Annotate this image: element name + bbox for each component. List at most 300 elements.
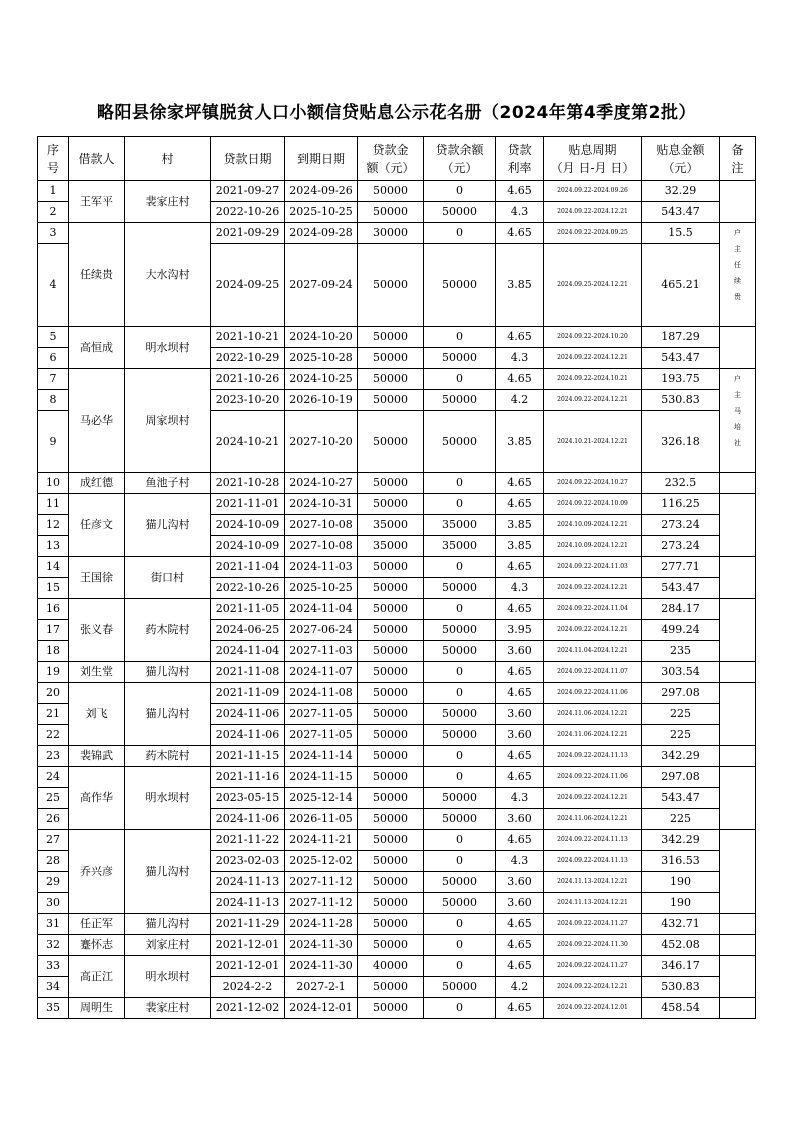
- cell-balance: 50000: [424, 390, 496, 411]
- table-row: [38, 369, 756, 390]
- cell-rate: 4.65: [496, 557, 544, 578]
- cell-period: 2024.09.22-2024.09.25: [544, 223, 642, 244]
- cell-amount: 50000: [358, 998, 424, 1019]
- cell-no: 17: [38, 620, 69, 641]
- cell-amount: 50000: [358, 746, 424, 767]
- cell-rate: 3.85: [496, 536, 544, 557]
- cell-subsidy: 235: [642, 641, 720, 662]
- cell-borrower: 周明生: [69, 998, 125, 1019]
- cell-due-date: 2024-11-07: [285, 662, 358, 683]
- cell-remark: [720, 223, 756, 327]
- cell-due-date: 2024-11-21: [285, 830, 358, 851]
- cell-period: 2024.09.22-2024.11.13: [544, 746, 642, 767]
- cell-balance: 0: [424, 327, 496, 348]
- cell-no: 9: [38, 411, 69, 473]
- cell-subsidy: 32.29: [642, 181, 720, 202]
- cell-balance: 50000: [424, 872, 496, 893]
- cell-village: 猫儿沟村: [125, 683, 211, 746]
- cell-no: 21: [38, 704, 69, 725]
- cell-due-date: 2024-12-01: [285, 998, 358, 1019]
- cell-period: 2024.09.22-2024.12.21: [544, 390, 642, 411]
- cell-balance: 0: [424, 935, 496, 956]
- cell-subsidy: 342.29: [642, 746, 720, 767]
- table-row: [38, 599, 756, 620]
- remark-char: 户: [734, 375, 741, 383]
- cell-village: 鱼池子村: [125, 473, 211, 494]
- table-row: [38, 494, 756, 515]
- table-row: [38, 662, 756, 683]
- header-subsidy: 贴息金额 （元）: [642, 137, 720, 181]
- subsidy-table: [37, 136, 756, 1019]
- cell-village: 裴家庄村: [125, 998, 211, 1019]
- cell-subsidy: 225: [642, 725, 720, 746]
- cell-subsidy: 273.24: [642, 515, 720, 536]
- cell-balance: 35000: [424, 536, 496, 557]
- cell-rate: 4.65: [496, 998, 544, 1019]
- cell-balance: 50000: [424, 725, 496, 746]
- remark-char: 马: [734, 407, 741, 415]
- cell-loan-date: 2024-11-13: [211, 872, 285, 893]
- cell-loan-date: 2021-09-29: [211, 223, 285, 244]
- cell-due-date: 2024-09-26: [285, 181, 358, 202]
- remark-char: 任: [734, 261, 741, 269]
- cell-subsidy: 452.08: [642, 935, 720, 956]
- cell-subsidy: 326.18: [642, 411, 720, 473]
- cell-village: 明水坝村: [125, 767, 211, 830]
- cell-period: 2024.09.22-2024.11.07: [544, 662, 642, 683]
- cell-rate: 4.3: [496, 578, 544, 599]
- cell-rate: 4.65: [496, 181, 544, 202]
- table-row: [38, 557, 756, 578]
- cell-village: 街口村: [125, 557, 211, 599]
- cell-no: 14: [38, 557, 69, 578]
- cell-subsidy: 316.53: [642, 851, 720, 872]
- cell-period: 2024.09.22-2024.10.27: [544, 473, 642, 494]
- cell-period: 2024.09.22-2024.12.21: [544, 977, 642, 998]
- cell-amount: 50000: [358, 327, 424, 348]
- table-row: [38, 181, 756, 202]
- table-row: [38, 767, 756, 788]
- cell-loan-date: 2021-12-01: [211, 956, 285, 977]
- cell-subsidy: 543.47: [642, 578, 720, 599]
- cell-rate: 3.85: [496, 515, 544, 536]
- cell-period: 2024.11.06-2024.12.21: [544, 725, 642, 746]
- cell-amount: 50000: [358, 202, 424, 223]
- cell-remark: [720, 830, 756, 914]
- header-village: 村: [125, 137, 211, 181]
- cell-rate: 4.65: [496, 494, 544, 515]
- cell-due-date: 2024-10-31: [285, 494, 358, 515]
- cell-period: 2024.09.22-2024.12.21: [544, 348, 642, 369]
- header-balance: 贷款余额 （元）: [424, 137, 496, 181]
- cell-amount: 50000: [358, 935, 424, 956]
- cell-amount: 50000: [358, 893, 424, 914]
- cell-remark: [720, 557, 756, 599]
- remark-char: 户: [734, 229, 741, 237]
- cell-loan-date: 2024-11-13: [211, 893, 285, 914]
- cell-no: 16: [38, 599, 69, 620]
- cell-rate: 4.2: [496, 390, 544, 411]
- cell-due-date: 2024-11-04: [285, 599, 358, 620]
- cell-rate: 4.3: [496, 202, 544, 223]
- cell-period: 2024.09.22-2024.10.09: [544, 494, 642, 515]
- cell-village: 药木院村: [125, 599, 211, 662]
- cell-due-date: 2025-12-14: [285, 788, 358, 809]
- remark-char: 主: [734, 245, 741, 253]
- table-row: [38, 327, 756, 348]
- cell-village: 猫儿沟村: [125, 494, 211, 557]
- cell-loan-date: 2024-2-2: [211, 977, 285, 998]
- cell-amount: 50000: [358, 557, 424, 578]
- cell-due-date: 2026-11-05: [285, 809, 358, 830]
- cell-rate: 3.60: [496, 704, 544, 725]
- cell-balance: 50000: [424, 202, 496, 223]
- cell-loan-date: 2024-06-25: [211, 620, 285, 641]
- cell-period: 2024.09.22-2024.11.27: [544, 956, 642, 977]
- cell-loan-date: 2021-11-05: [211, 599, 285, 620]
- cell-rate: 3.85: [496, 411, 544, 473]
- cell-balance: 0: [424, 851, 496, 872]
- cell-rate: 4.3: [496, 788, 544, 809]
- header-loan-date: 贷款日期: [211, 137, 285, 181]
- cell-no: 19: [38, 662, 69, 683]
- table-row: [38, 830, 756, 851]
- cell-borrower: 蹇怀志: [69, 935, 125, 956]
- cell-due-date: 2024-10-27: [285, 473, 358, 494]
- cell-amount: 50000: [358, 830, 424, 851]
- cell-period: 2024.09.22-2024.12.21: [544, 788, 642, 809]
- cell-balance: 0: [424, 746, 496, 767]
- cell-loan-date: 2021-10-26: [211, 369, 285, 390]
- remark-char: 主: [734, 391, 741, 399]
- cell-amount: 40000: [358, 956, 424, 977]
- cell-amount: 50000: [358, 872, 424, 893]
- cell-balance: 50000: [424, 788, 496, 809]
- cell-borrower: 任正军: [69, 914, 125, 935]
- cell-rate: 4.65: [496, 914, 544, 935]
- cell-balance: 0: [424, 473, 496, 494]
- cell-due-date: 2027-11-12: [285, 893, 358, 914]
- cell-no: 29: [38, 872, 69, 893]
- cell-period: 2024.09.22-2024.11.30: [544, 935, 642, 956]
- cell-loan-date: 2021-11-04: [211, 557, 285, 578]
- cell-loan-date: 2021-11-01: [211, 494, 285, 515]
- cell-balance: 50000: [424, 348, 496, 369]
- cell-amount: 50000: [358, 411, 424, 473]
- header-borrower: 借款人: [69, 137, 125, 181]
- cell-period: 2024.09.22-2024.12.21: [544, 578, 642, 599]
- cell-period: 2024.09.22-2024.11.06: [544, 767, 642, 788]
- cell-period: 2024.09.22-2024.09.26: [544, 181, 642, 202]
- cell-loan-date: 2024-11-06: [211, 725, 285, 746]
- cell-borrower: 王国徐: [69, 557, 125, 599]
- cell-rate: 4.3: [496, 348, 544, 369]
- cell-period: 2024.10.09-2024.12.21: [544, 536, 642, 557]
- remark-char: 贵: [734, 293, 741, 301]
- cell-borrower: 刘生堂: [69, 662, 125, 683]
- cell-subsidy: 530.83: [642, 977, 720, 998]
- header-due-date: 到期日期: [285, 137, 358, 181]
- cell-due-date: 2024-10-25: [285, 369, 358, 390]
- cell-loan-date: 2021-11-16: [211, 767, 285, 788]
- cell-rate: 3.60: [496, 725, 544, 746]
- cell-no: 1: [38, 181, 69, 202]
- cell-borrower: 成红德: [69, 473, 125, 494]
- cell-amount: 50000: [358, 244, 424, 327]
- cell-no: 2: [38, 202, 69, 223]
- cell-amount: 50000: [358, 662, 424, 683]
- cell-borrower: 王军平: [69, 181, 125, 223]
- cell-rate: 4.65: [496, 599, 544, 620]
- cell-due-date: 2024-11-08: [285, 683, 358, 704]
- cell-amount: 50000: [358, 641, 424, 662]
- cell-due-date: 2027-11-03: [285, 641, 358, 662]
- cell-period: 2024.09.22-2024.11.13: [544, 851, 642, 872]
- remark-char: 社: [734, 439, 741, 447]
- cell-due-date: 2026-10-19: [285, 390, 358, 411]
- cell-remark: [720, 956, 756, 998]
- cell-due-date: 2024-11-03: [285, 557, 358, 578]
- cell-period: 2024.11.06-2024.12.21: [544, 809, 642, 830]
- cell-no: 12: [38, 515, 69, 536]
- cell-due-date: 2025-10-25: [285, 202, 358, 223]
- cell-subsidy: 342.29: [642, 830, 720, 851]
- cell-amount: 50000: [358, 599, 424, 620]
- table-body: [38, 181, 756, 1019]
- cell-balance: 0: [424, 998, 496, 1019]
- cell-loan-date: 2023-10-20: [211, 390, 285, 411]
- cell-rate: 4.65: [496, 223, 544, 244]
- cell-amount: 50000: [358, 725, 424, 746]
- cell-period: 2024.09.22-2024.11.06: [544, 683, 642, 704]
- cell-rate: 3.85: [496, 244, 544, 327]
- cell-subsidy: 465.21: [642, 244, 720, 327]
- cell-no: 26: [38, 809, 69, 830]
- cell-loan-date: 2021-11-22: [211, 830, 285, 851]
- cell-subsidy: 193.75: [642, 369, 720, 390]
- table-row: [38, 683, 756, 704]
- cell-village: 猫儿沟村: [125, 914, 211, 935]
- cell-no: 8: [38, 390, 69, 411]
- cell-balance: 0: [424, 599, 496, 620]
- cell-no: 20: [38, 683, 69, 704]
- cell-rate: 3.95: [496, 620, 544, 641]
- cell-subsidy: 190: [642, 893, 720, 914]
- cell-subsidy: 346.17: [642, 956, 720, 977]
- cell-subsidy: 190: [642, 872, 720, 893]
- cell-no: 34: [38, 977, 69, 998]
- cell-due-date: 2025-12-02: [285, 851, 358, 872]
- cell-loan-date: 2024-10-21: [211, 411, 285, 473]
- cell-borrower: 乔兴彦: [69, 830, 125, 914]
- cell-loan-date: 2021-11-09: [211, 683, 285, 704]
- cell-rate: 4.65: [496, 830, 544, 851]
- cell-subsidy: 273.24: [642, 536, 720, 557]
- cell-no: 23: [38, 746, 69, 767]
- cell-subsidy: 432.71: [642, 914, 720, 935]
- cell-balance: 50000: [424, 809, 496, 830]
- cell-due-date: 2024-11-30: [285, 956, 358, 977]
- cell-loan-date: 2021-12-01: [211, 935, 285, 956]
- cell-amount: 30000: [358, 223, 424, 244]
- cell-period: 2024.09.22-2024.10.21: [544, 369, 642, 390]
- remark-char: 续: [734, 277, 741, 285]
- cell-no: 22: [38, 725, 69, 746]
- cell-village: 明水坝村: [125, 327, 211, 369]
- cell-loan-date: 2024-11-06: [211, 704, 285, 725]
- cell-no: 25: [38, 788, 69, 809]
- cell-subsidy: 225: [642, 809, 720, 830]
- cell-no: 33: [38, 956, 69, 977]
- cell-balance: 50000: [424, 704, 496, 725]
- cell-due-date: 2024-10-20: [285, 327, 358, 348]
- cell-period: 2024.09.22-2024.11.13: [544, 830, 642, 851]
- cell-no: 10: [38, 473, 69, 494]
- cell-balance: 50000: [424, 977, 496, 998]
- cell-no: 18: [38, 641, 69, 662]
- cell-subsidy: 543.47: [642, 788, 720, 809]
- cell-no: 28: [38, 851, 69, 872]
- header-remark: 备 注: [720, 137, 756, 181]
- table-row: [38, 223, 756, 244]
- cell-rate: 3.60: [496, 641, 544, 662]
- cell-loan-date: 2022-10-26: [211, 202, 285, 223]
- cell-no: 4: [38, 244, 69, 327]
- cell-subsidy: 15.5: [642, 223, 720, 244]
- cell-balance: 35000: [424, 515, 496, 536]
- cell-borrower: 任彦文: [69, 494, 125, 557]
- cell-no: 24: [38, 767, 69, 788]
- cell-rate: 4.65: [496, 369, 544, 390]
- cell-rate: 4.65: [496, 473, 544, 494]
- cell-loan-date: 2024-10-09: [211, 515, 285, 536]
- header-rate: 贷款 利率: [496, 137, 544, 181]
- cell-subsidy: 116.25: [642, 494, 720, 515]
- cell-balance: 50000: [424, 578, 496, 599]
- cell-due-date: 2025-10-28: [285, 348, 358, 369]
- cell-due-date: 2025-10-25: [285, 578, 358, 599]
- cell-amount: 50000: [358, 494, 424, 515]
- cell-subsidy: 530.83: [642, 390, 720, 411]
- cell-rate: 3.60: [496, 893, 544, 914]
- cell-balance: 0: [424, 683, 496, 704]
- cell-amount: 50000: [358, 977, 424, 998]
- cell-rate: 3.60: [496, 872, 544, 893]
- cell-amount: 50000: [358, 683, 424, 704]
- cell-amount: 50000: [358, 620, 424, 641]
- cell-balance: 0: [424, 494, 496, 515]
- cell-borrower: 马必华: [69, 369, 125, 473]
- cell-amount: 50000: [358, 181, 424, 202]
- cell-no: 3: [38, 223, 69, 244]
- cell-due-date: 2024-11-15: [285, 767, 358, 788]
- cell-due-date: 2024-11-30: [285, 935, 358, 956]
- cell-no: 35: [38, 998, 69, 1019]
- cell-due-date: 2027-10-20: [285, 411, 358, 473]
- cell-borrower: 高作华: [69, 767, 125, 830]
- cell-balance: 0: [424, 557, 496, 578]
- cell-amount: 35000: [358, 536, 424, 557]
- cell-period: 2024.09.22-2024.12.21: [544, 620, 642, 641]
- cell-borrower: 裴锦武: [69, 746, 125, 767]
- cell-amount: 50000: [358, 390, 424, 411]
- cell-due-date: 2027-2-1: [285, 977, 358, 998]
- cell-period: 2024.11.13-2024.12.21: [544, 893, 642, 914]
- cell-remark: [720, 746, 756, 767]
- cell-borrower: 任续贵: [69, 223, 125, 327]
- cell-remark: [720, 599, 756, 662]
- cell-period: 2024.11.06-2024.12.21: [544, 704, 642, 725]
- cell-due-date: 2027-06-24: [285, 620, 358, 641]
- cell-balance: 50000: [424, 620, 496, 641]
- cell-remark: [720, 494, 756, 557]
- table-row: [38, 998, 756, 1019]
- cell-no: 31: [38, 914, 69, 935]
- cell-due-date: 2024-09-28: [285, 223, 358, 244]
- cell-no: 27: [38, 830, 69, 851]
- cell-balance: 0: [424, 369, 496, 390]
- cell-rate: 4.3: [496, 851, 544, 872]
- cell-due-date: 2024-11-14: [285, 746, 358, 767]
- cell-borrower: 高正江: [69, 956, 125, 998]
- header-amount: 贷款金 额（元）: [358, 137, 424, 181]
- cell-no: 32: [38, 935, 69, 956]
- cell-due-date: 2027-11-05: [285, 725, 358, 746]
- document-title: 略阳县徐家坪镇脱贫人口小额信贷贴息公示花名册（2024年第4季度第2批）: [97, 103, 696, 123]
- cell-amount: 50000: [358, 704, 424, 725]
- cell-rate: 4.65: [496, 956, 544, 977]
- cell-balance: 0: [424, 830, 496, 851]
- cell-loan-date: 2024-11-04: [211, 641, 285, 662]
- cell-subsidy: 499.24: [642, 620, 720, 641]
- cell-subsidy: 543.47: [642, 348, 720, 369]
- cell-subsidy: 297.08: [642, 683, 720, 704]
- cell-loan-date: 2021-10-28: [211, 473, 285, 494]
- cell-village: 裴家庄村: [125, 181, 211, 223]
- cell-no: 13: [38, 536, 69, 557]
- cell-subsidy: 458.54: [642, 998, 720, 1019]
- cell-subsidy: 297.08: [642, 767, 720, 788]
- cell-remark: [720, 683, 756, 746]
- cell-no: 6: [38, 348, 69, 369]
- cell-amount: 50000: [358, 851, 424, 872]
- cell-remark: [720, 473, 756, 494]
- cell-remark: [720, 914, 756, 935]
- table-row: [38, 935, 756, 956]
- header-row: [38, 137, 756, 181]
- cell-balance: 0: [424, 956, 496, 977]
- cell-rate: 4.65: [496, 767, 544, 788]
- cell-amount: 35000: [358, 515, 424, 536]
- cell-subsidy: 277.71: [642, 557, 720, 578]
- cell-due-date: 2024-11-28: [285, 914, 358, 935]
- cell-subsidy: 303.54: [642, 662, 720, 683]
- cell-due-date: 2027-11-05: [285, 704, 358, 725]
- cell-amount: 50000: [358, 348, 424, 369]
- cell-amount: 50000: [358, 473, 424, 494]
- cell-balance: 0: [424, 223, 496, 244]
- cell-due-date: 2027-09-24: [285, 244, 358, 327]
- cell-loan-date: 2021-10-21: [211, 327, 285, 348]
- cell-period: 2024.11.04-2024.12.21: [544, 641, 642, 662]
- cell-period: 2024.09.22-2024.10.20: [544, 327, 642, 348]
- cell-period: 2024.10.09-2024.12.21: [544, 515, 642, 536]
- cell-period: 2024.10.21-2024.12.21: [544, 411, 642, 473]
- cell-amount: 50000: [358, 369, 424, 390]
- cell-remark: [720, 181, 756, 223]
- header-no: 序 号: [38, 137, 69, 181]
- cell-remark: [720, 327, 756, 369]
